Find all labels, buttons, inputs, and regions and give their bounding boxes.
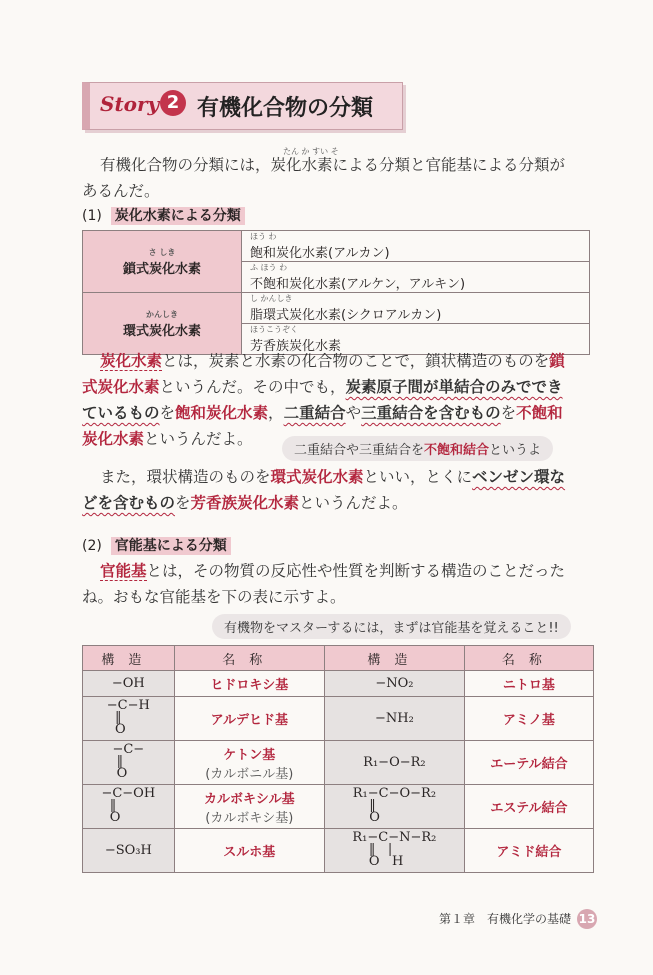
kw-chain-start: 鎖 xyxy=(549,351,565,370)
structure-line: −C−OH xyxy=(101,786,156,801)
kw-unsaturated: 不飽和 xyxy=(516,403,563,422)
structure-cell xyxy=(83,697,175,741)
structure-cell xyxy=(83,829,175,873)
chain-label: 鎖式炭化水素 xyxy=(122,261,201,277)
table-row xyxy=(83,741,594,785)
ring-hydrocarbon-cell xyxy=(83,293,242,355)
wavy-single-bond-end: ているもの xyxy=(82,403,160,422)
para1-text-5: を xyxy=(500,404,517,422)
para3-line-1 xyxy=(100,558,565,584)
table-row xyxy=(83,671,594,697)
structure-line: ‖ xyxy=(101,798,117,813)
para1-line-3 xyxy=(82,400,563,426)
para1-text-1: とは，炭素と水素の化合物のことで，鎖状構造のものを xyxy=(162,352,550,370)
group-name: ヒドロキシ基 xyxy=(210,678,289,693)
structure-cell xyxy=(83,671,175,697)
para3-text-1: とは，その物質の反応性や性質を判断する構造のことだった xyxy=(146,562,566,580)
structure-line: ‖ | xyxy=(352,842,393,857)
header-structure-1: 構造 xyxy=(83,646,175,671)
para1-text-4: や xyxy=(345,404,362,422)
structure-line: O xyxy=(106,722,126,737)
saturated-text: 飽和炭化水素(アルカン) xyxy=(250,246,390,261)
saturated-cell xyxy=(242,231,590,262)
functional-group-table xyxy=(82,645,594,873)
para3-line-2: ね。おもな官能基を下の表に示すよ。 xyxy=(82,588,346,606)
alicyclic-ruby: し かんしき xyxy=(250,294,293,303)
table-row xyxy=(83,829,594,873)
intro-ruby: たん か すい そ xyxy=(283,147,339,156)
para2-text-3: を xyxy=(175,494,191,512)
wavy-benzene-end: どを含むもの xyxy=(82,493,176,512)
structure-line: −C−H xyxy=(106,698,150,713)
section-1-heading xyxy=(82,205,245,225)
kw-saturated: 飽和炭化水素 xyxy=(175,403,269,422)
para1-text-3: を xyxy=(159,404,176,422)
structure-line: ‖ xyxy=(106,710,122,725)
para2-line-2 xyxy=(82,490,408,516)
structure-line: −C− xyxy=(112,742,145,757)
group-name: スルホ基 xyxy=(223,845,276,860)
section-2-heading xyxy=(82,535,231,555)
name-cell xyxy=(174,785,324,829)
structure-cell xyxy=(83,785,175,829)
alicyclic-cell xyxy=(242,293,590,324)
kw-hydrocarbon: 炭化水素 xyxy=(100,351,163,370)
section-2-number: (2) xyxy=(82,538,102,554)
group-name: アミド結合 xyxy=(496,845,562,860)
structure-line: −NO₂ xyxy=(375,676,414,691)
chain-ruby: さ しき xyxy=(148,247,176,257)
kw-aromatic: 芳香族炭化水素 xyxy=(190,493,300,512)
group-name: エステル結合 xyxy=(490,801,568,816)
group-name: エーテル結合 xyxy=(490,757,568,772)
aromatic-text: 芳香族炭化水素 xyxy=(250,339,342,354)
group-alt-name: (カルボキシ基) xyxy=(205,810,294,826)
tip-bubble-unsaturated xyxy=(282,436,553,461)
structure-line: −NH₂ xyxy=(374,711,414,726)
intro-line-1: 有機化合物の分類には，炭化水素による分類と官能基による分類が xyxy=(100,156,566,174)
structure-cell xyxy=(324,785,464,829)
para2-text-4: というんだよ。 xyxy=(299,494,408,512)
story-label: Story xyxy=(100,92,160,116)
name-cell xyxy=(174,829,324,873)
structure-cell xyxy=(324,671,464,697)
name-cell xyxy=(174,697,324,741)
wavy-double-bond: 二重結合 xyxy=(283,403,346,422)
saturated-ruby: ほう わ xyxy=(250,232,277,241)
para2-text-1: また，環状構造のものを xyxy=(100,468,271,486)
kw-cyclic: 環式炭化水素 xyxy=(270,467,364,486)
group-name: アルデヒド基 xyxy=(210,713,289,728)
group-name: ニトロ基 xyxy=(502,678,555,693)
tip-bubble-master: 有機物をマスターするには，まずは官能基を覚えること!! xyxy=(212,614,571,639)
structure-cell xyxy=(83,741,175,785)
kw-chain-end: 式炭化水素 xyxy=(82,377,160,396)
structure-line: R₁−C−N−R₂ xyxy=(352,830,437,845)
para1-text-2: というんだ。その中でも， xyxy=(159,378,346,396)
structure-cell xyxy=(324,741,464,785)
hydrocarbon-table xyxy=(82,230,590,355)
story-number-badge: 2 xyxy=(160,90,186,116)
structure-line: R₁−O−R₂ xyxy=(363,755,426,770)
wavy-single-bond: 炭素原子間が単結合のみででき xyxy=(345,377,563,396)
header-name-2: 名称 xyxy=(464,646,593,671)
wavy-benzene: ベンゼン環な xyxy=(472,467,566,486)
structure-line: −SO₃H xyxy=(104,843,152,858)
header-name-1: 名称 xyxy=(174,646,324,671)
bubble-keyword: 不飽和結合 xyxy=(424,443,490,458)
section-2-title: 官能基による分類 xyxy=(111,537,231,555)
ring-label: 環式炭化水素 xyxy=(122,323,201,339)
name-cell xyxy=(464,741,593,785)
unsaturated-cell xyxy=(242,262,590,293)
intro-line-2: あるんだ。 xyxy=(82,182,160,200)
para1-line-1 xyxy=(100,348,565,374)
structure-line: −OH xyxy=(111,676,145,691)
page-number: 13 xyxy=(577,909,597,929)
name-cell xyxy=(464,671,593,697)
aromatic-ruby: ほうこうぞく xyxy=(250,325,298,334)
alicyclic-text: 脂環式炭化水素(シクロアルカン) xyxy=(250,308,442,323)
bubble-text-a: 二重結合や三重結合を xyxy=(294,443,425,458)
kw-functional-group: 官能基 xyxy=(100,561,147,580)
structure-line: O H xyxy=(352,854,404,869)
section-1-title: 炭化水素による分類 xyxy=(111,207,245,225)
section-1-number: (1) xyxy=(82,208,102,224)
group-name: カルボキシル基 xyxy=(204,791,295,807)
structure-line: ‖ xyxy=(112,754,124,769)
chain-hydrocarbon-cell xyxy=(83,231,242,293)
para2-text-2: といい，とくに xyxy=(363,468,473,486)
table-row xyxy=(83,785,594,829)
ring-ruby: かんしき xyxy=(146,309,178,319)
group-name: ケトン基 xyxy=(223,747,276,763)
bubble-text-c: というよ xyxy=(489,443,542,458)
structure-line: O xyxy=(112,766,128,781)
group-name: アミノ基 xyxy=(502,713,555,728)
para1-comma: ， xyxy=(268,404,284,422)
group-alt-name: (カルボニル基) xyxy=(205,766,294,782)
page-footer xyxy=(439,909,597,929)
structure-line: R₁−C−O−R₂ xyxy=(352,786,437,801)
unsaturated-text: 不飽和炭化水素(アルケン，アルキン) xyxy=(250,277,466,292)
name-cell xyxy=(174,741,324,785)
para2-line-1 xyxy=(100,464,565,490)
structure-cell xyxy=(324,697,464,741)
chapter-label: 第１章 有機化学の基礎 xyxy=(438,912,571,926)
structure-line: O xyxy=(352,810,380,825)
wavy-triple-bond: 三重結合を含むもの xyxy=(361,403,501,422)
name-cell xyxy=(174,671,324,697)
page-title: 有機化合物の分類 xyxy=(197,95,374,121)
unsaturated-ruby: ふ ほう わ xyxy=(250,263,288,272)
para1-line-4 xyxy=(82,426,253,452)
structure-line: ‖ xyxy=(352,798,376,813)
name-cell xyxy=(464,829,593,873)
header-structure-2: 構造 xyxy=(324,646,464,671)
structure-line: O xyxy=(101,810,121,825)
structure-cell xyxy=(324,829,464,873)
name-cell xyxy=(464,785,593,829)
para1-text-6: というんだよ。 xyxy=(144,430,253,448)
kw-unsaturated-end: 炭化水素 xyxy=(82,429,145,448)
name-cell xyxy=(464,697,593,741)
table-row xyxy=(83,697,594,741)
para1-line-2 xyxy=(82,374,563,400)
